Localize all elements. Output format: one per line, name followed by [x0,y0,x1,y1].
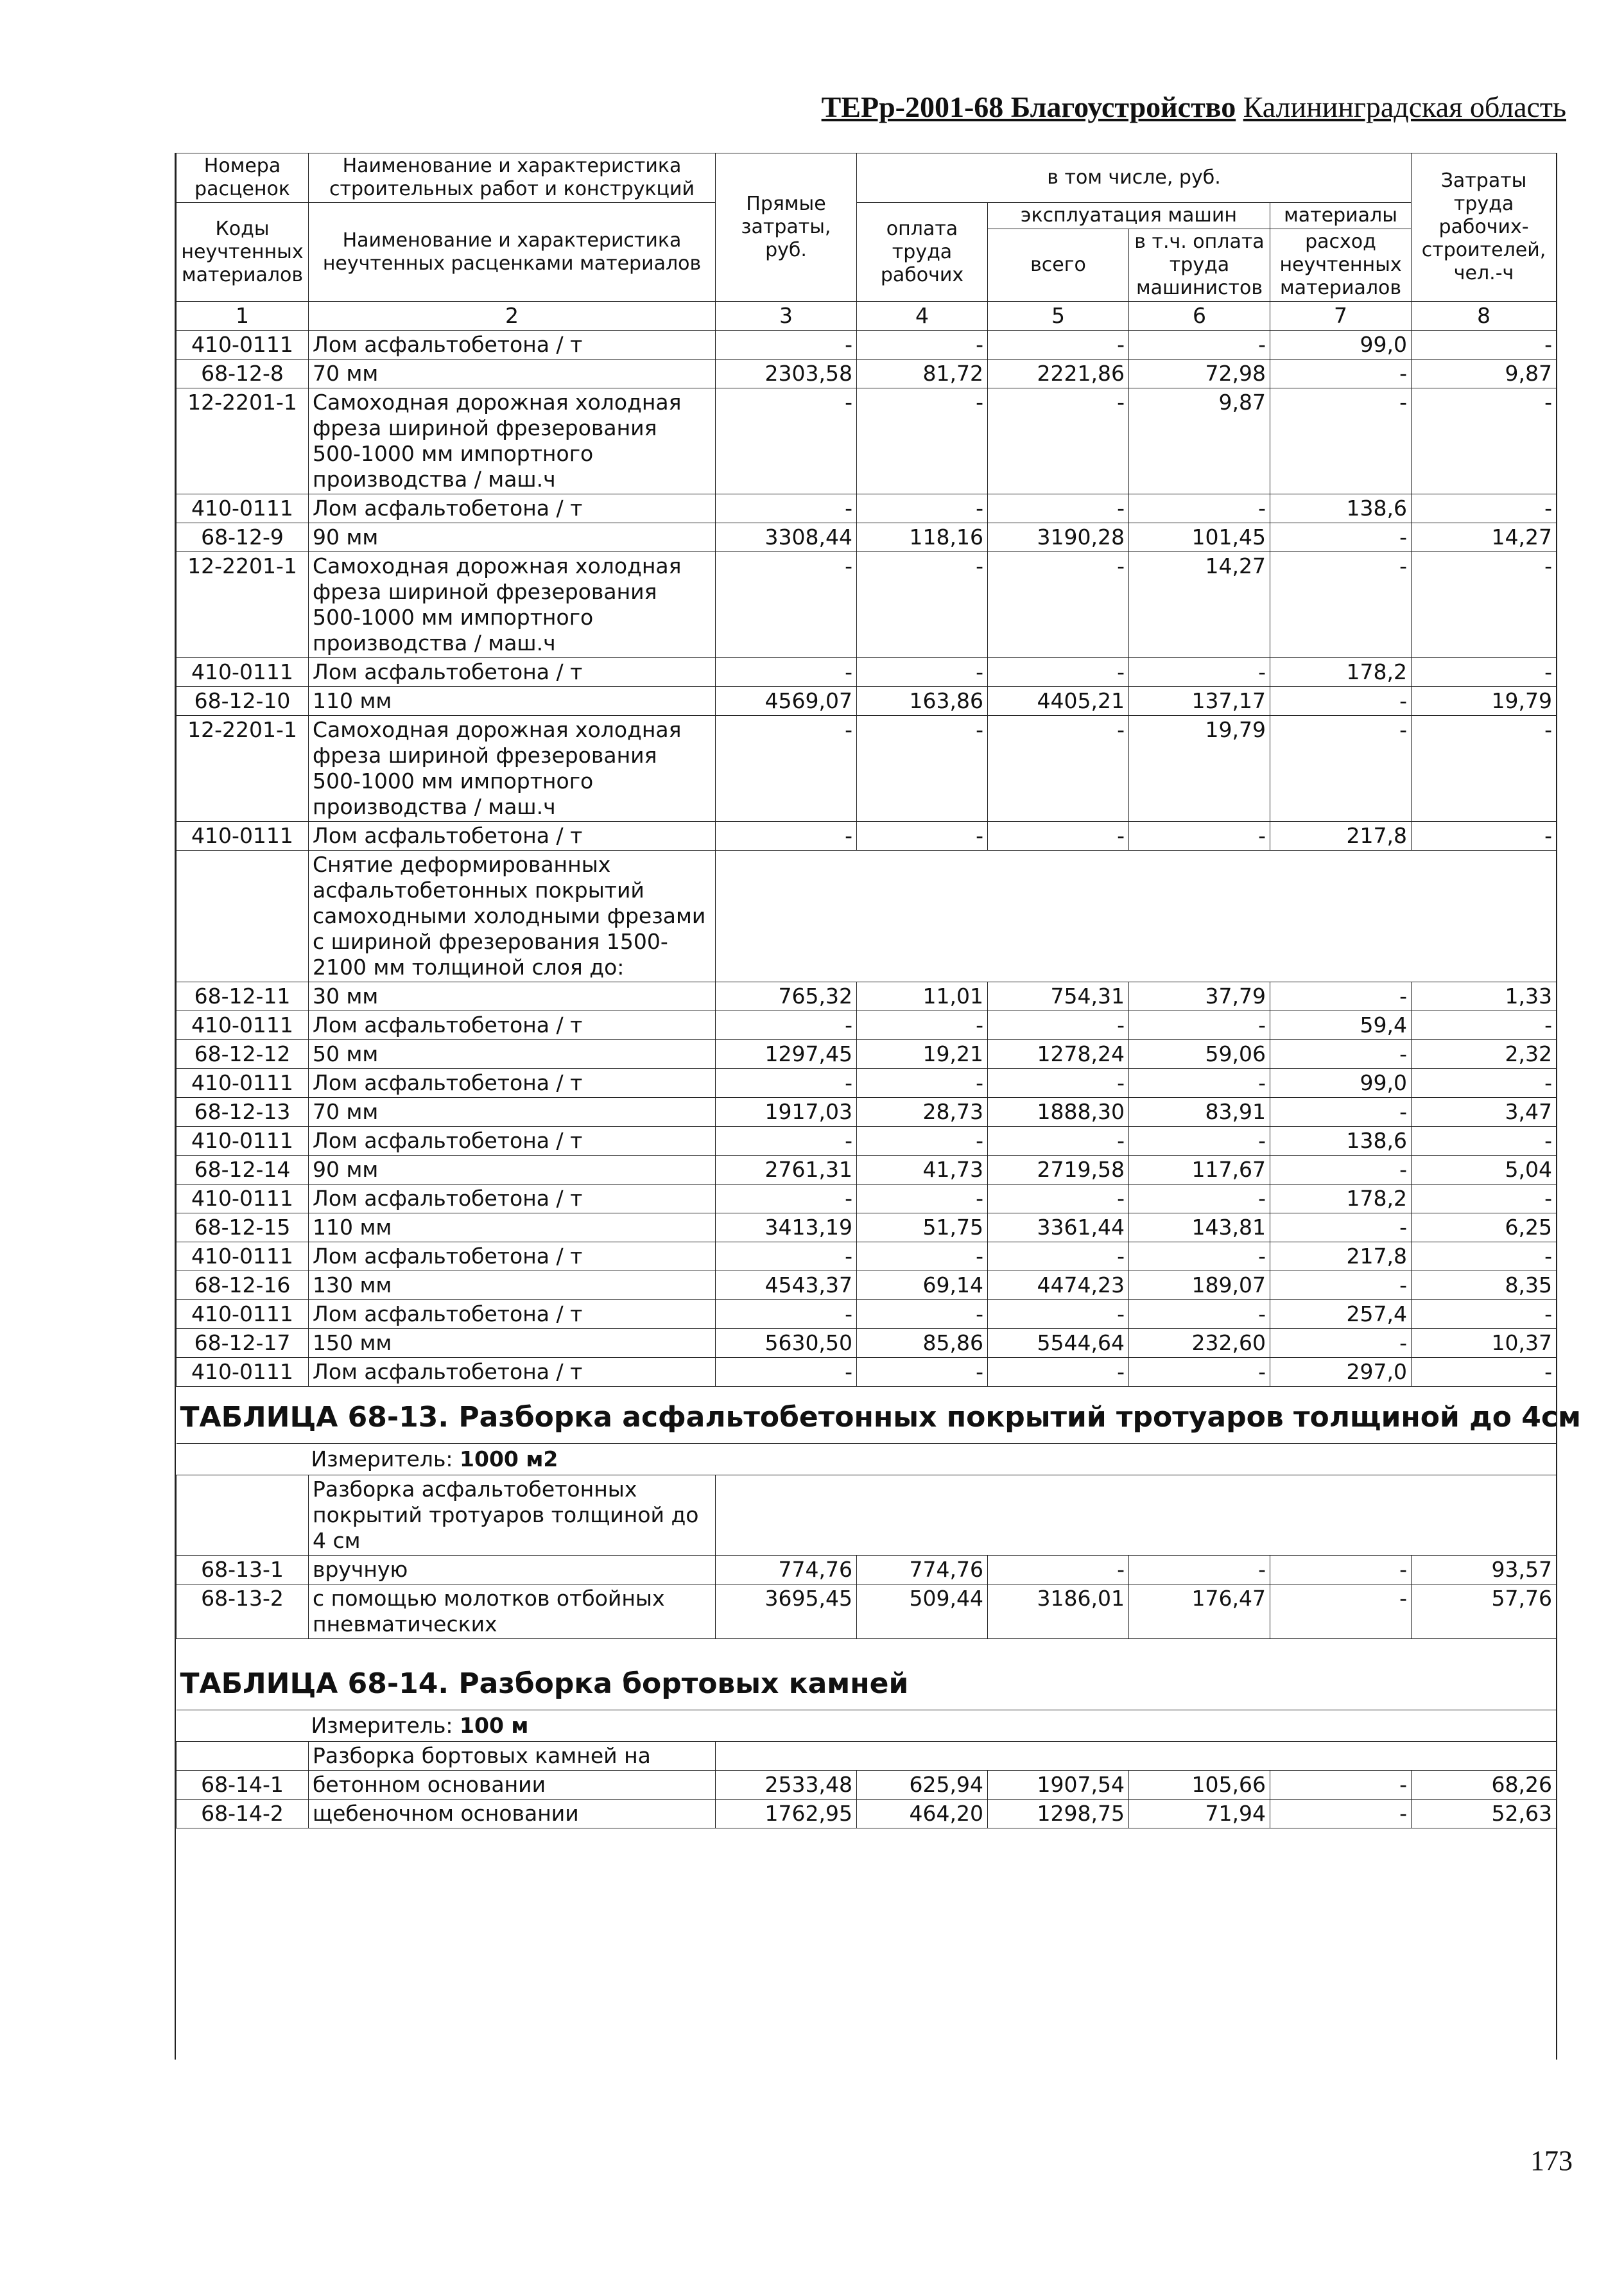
cell-c6: 143,81 [1129,1213,1270,1242]
cell-c8: 5,04 [1412,1156,1557,1185]
cell-c8: - [1412,1358,1557,1387]
table-row [177,388,1557,494]
cell-c7: 178,2 [1270,1185,1412,1213]
table-68-13-unit: 1000 м2 [460,1446,558,1471]
cell-c5: 3186,01 [988,1584,1129,1639]
cell-c6: - [1129,331,1270,360]
cell-c8: - [1412,1300,1557,1329]
table-row [177,716,1557,822]
cell-c8: - [1412,494,1557,523]
cell-c6: 137,17 [1129,687,1270,716]
cell-c4: 51,75 [857,1213,988,1242]
cell-c6: 189,07 [1129,1271,1270,1300]
cell-c7: 297,0 [1270,1358,1412,1387]
cell-c6: - [1129,1358,1270,1387]
cell-c8: 19,79 [1412,687,1557,716]
cell-c4: 774,76 [857,1556,988,1584]
col-oplata: оплата труда рабочих [857,203,988,302]
cell-c6: - [1129,822,1270,851]
cell-c4: 11,01 [857,982,988,1011]
cell-name: 150 мм [309,1329,716,1358]
cell-c5: 2221,86 [988,360,1129,388]
cell-c5: 3361,44 [988,1213,1129,1242]
cell-name: бетонном основании [309,1771,716,1800]
cell-name: 30 мм [309,982,716,1011]
cell-c8: - [1412,1127,1557,1156]
cell-name: Лом асфальтобетона / т [309,1011,716,1040]
cell-c4: 85,86 [857,1329,988,1358]
table-68-14-measure: Измеритель: 100 м [177,1710,1557,1742]
cell-c6: 176,47 [1129,1584,1270,1639]
table-row [177,1584,1557,1639]
cell-code: 68-13-2 [177,1584,309,1639]
cell-c7: 138,6 [1270,1127,1412,1156]
cell-name: 90 мм [309,523,716,552]
table-row [177,1556,1557,1584]
cell-c5: 1907,54 [988,1771,1129,1800]
cell-c8: - [1412,1011,1557,1040]
cell-c6: 117,67 [1129,1156,1270,1185]
cell-c3: 5630,50 [716,1329,857,1358]
cell-c8: 8,35 [1412,1271,1557,1300]
table-68-13-measure: Измеритель: 1000 м2 [177,1444,1557,1475]
col-num: 8 [1412,302,1557,331]
cell-c4: 81,72 [857,360,988,388]
cell-c3: 774,76 [716,1556,857,1584]
cell-name: 90 мм [309,1156,716,1185]
cell-c5: 3190,28 [988,523,1129,552]
cell-name: Лом асфальтобетона / т [309,1185,716,1213]
cell-c6: - [1129,1069,1270,1098]
cell-c8: - [1412,388,1557,494]
cell-c3: - [716,494,857,523]
cell-c7: - [1270,1098,1412,1127]
cell-c6: - [1129,1185,1270,1213]
cell-c8: 9,87 [1412,360,1557,388]
col-vsego: всего [988,229,1129,302]
page-header [745,90,1566,135]
table-row [177,1358,1557,1387]
cell-code: 68-12-10 [177,687,309,716]
cell-c3: 2761,31 [716,1156,857,1185]
col-kody: Коды неучтенных материалов [177,203,309,302]
cell-c8: - [1412,822,1557,851]
cell-c4: 118,16 [857,523,988,552]
cell-c6: - [1129,1556,1270,1584]
cell-c7: - [1270,1271,1412,1300]
cell-c4: 509,44 [857,1584,988,1639]
cell-code: 410-0111 [177,822,309,851]
cell-c6: - [1129,1011,1270,1040]
cell-c8: 6,25 [1412,1213,1557,1242]
cell-c6: - [1129,658,1270,687]
cell-c5: - [988,1556,1129,1584]
cell-c5: - [988,1300,1129,1329]
col-num: 5 [988,302,1129,331]
cell-name: 110 мм [309,687,716,716]
cell-name: Лом асфальтобетона / т [309,1069,716,1098]
cell-c7: - [1270,388,1412,494]
cell-c5: 1888,30 [988,1098,1129,1127]
rates-rows-2 [177,982,1557,1387]
col-num: 4 [857,302,988,331]
cell-c8: - [1412,1242,1557,1271]
cell-name: Лом асфальтобетона / т [309,822,716,851]
cell-code: 68-12-9 [177,523,309,552]
table-68-13-section: Разборка асфальтобетонных покрытий тротуаров толщиной до 4 см [309,1475,716,1556]
section-heading [177,851,1557,982]
cell-c3: 765,32 [716,982,857,1011]
cell-c5: - [988,552,1129,658]
cell-code: 410-0111 [177,1242,309,1271]
table-row [177,1213,1557,1242]
cell-c3: 1762,95 [716,1800,857,1828]
cell-name: Самоходная дорожная холодная фреза шириной фрезерования 500-1000 мм импортного производства / маш.ч [309,716,716,822]
cell-code: 68-12-17 [177,1329,309,1358]
cell-c4: - [857,494,988,523]
cell-c3: - [716,1127,857,1156]
cell-c3: - [716,1011,857,1040]
cell-name: 130 мм [309,1271,716,1300]
cell-c5: 1298,75 [988,1800,1129,1828]
cell-code: 68-14-2 [177,1800,309,1828]
table-68-14 [177,1639,1557,1771]
cell-name: 70 мм [309,360,716,388]
cell-c3: 2533,48 [716,1771,857,1800]
cell-c4: 625,94 [857,1771,988,1800]
cell-c6: 14,27 [1129,552,1270,658]
table-row [177,982,1557,1011]
col-pryamye: Прямые затраты, руб. [716,153,857,302]
cell-c7: 99,0 [1270,331,1412,360]
cell-code: 410-0111 [177,1358,309,1387]
table-row [177,1127,1557,1156]
cell-c8: - [1412,716,1557,822]
header-region: Калининградская область [1243,91,1566,123]
cell-c7: 217,8 [1270,822,1412,851]
cell-code: 68-12-14 [177,1156,309,1185]
cell-c5: - [988,331,1129,360]
cell-c7: 99,0 [1270,1069,1412,1098]
cell-code: 68-12-8 [177,360,309,388]
cell-name: Лом асфальтобетона / т [309,1127,716,1156]
cell-c8: 57,76 [1412,1584,1557,1639]
cell-code: 12-2201-1 [177,388,309,494]
cell-c5: - [988,1011,1129,1040]
cell-code: 68-12-12 [177,1040,309,1069]
cell-c3: - [716,1185,857,1213]
cell-c6: 37,79 [1129,982,1270,1011]
cell-c6: 101,45 [1129,523,1270,552]
cell-c8: 52,63 [1412,1800,1557,1828]
cell-name: вручную [309,1556,716,1584]
cell-c8: 14,27 [1412,523,1557,552]
cell-name: Лом асфальтобетона / т [309,1300,716,1329]
cell-c6: 72,98 [1129,360,1270,388]
col-rashod: расход неучтенных материалов [1270,229,1412,302]
cell-c7: 178,2 [1270,658,1412,687]
col-vtch: в т.ч. оплата труда машинистов [1129,229,1270,302]
table-row [177,1185,1557,1213]
cell-c3: - [716,331,857,360]
cell-c7: - [1270,1584,1412,1639]
table-row [177,1011,1557,1040]
table-row [177,1098,1557,1127]
cell-c5: - [988,1127,1129,1156]
cell-c7: 217,8 [1270,1242,1412,1271]
cell-c7: - [1270,1771,1412,1800]
table-row [177,360,1557,388]
table-row [177,1156,1557,1185]
table-row [177,658,1557,687]
cell-c3: - [716,658,857,687]
cell-c4: - [857,658,988,687]
cell-c4: - [857,716,988,822]
cell-name: Лом асфальтобетона / т [309,331,716,360]
table-row [177,331,1557,360]
cell-c5: - [988,494,1129,523]
cell-c3: 4543,37 [716,1271,857,1300]
cell-c7: - [1270,716,1412,822]
cell-c4: 163,86 [857,687,988,716]
cell-c7: 138,6 [1270,494,1412,523]
cell-c7: - [1270,1213,1412,1242]
cell-c5: 754,31 [988,982,1129,1011]
col-materialy: материалы [1270,203,1412,229]
table-row [177,1300,1557,1329]
cell-c3: 3308,44 [716,523,857,552]
cell-c8: 93,57 [1412,1556,1557,1584]
cell-c5: 1278,24 [988,1040,1129,1069]
cell-c4: - [857,1300,988,1329]
cell-c3: - [716,1300,857,1329]
cell-c4: - [857,1011,988,1040]
cell-c4: - [857,1185,988,1213]
cell-c8: 68,26 [1412,1771,1557,1800]
page-number: 173 [1530,2145,1573,2176]
cell-c4: 41,73 [857,1156,988,1185]
col-num: 7 [1270,302,1412,331]
table-row [177,523,1557,552]
cell-c8: 2,32 [1412,1040,1557,1069]
cell-c7: - [1270,1156,1412,1185]
table-68-14-section: Разборка бортовых камней на [309,1742,716,1771]
cell-code: 12-2201-1 [177,716,309,822]
cell-c3: 1297,45 [716,1040,857,1069]
cell-code: 12-2201-1 [177,552,309,658]
cell-c5: 4474,23 [988,1271,1129,1300]
cell-c8: - [1412,658,1557,687]
cell-name: 110 мм [309,1213,716,1242]
col-zatraty: Затраты труда рабочих-строителей, чел.-ч [1412,153,1557,302]
header-code: ТЕРр-2001-68 Благоустройство [821,91,1236,123]
table-row [177,1242,1557,1271]
cell-c8: - [1412,552,1557,658]
cell-c5: - [988,1358,1129,1387]
cell-c4: 19,21 [857,1040,988,1069]
cell-c4: - [857,331,988,360]
cell-c3: - [716,1069,857,1098]
cell-c6: - [1129,1242,1270,1271]
cell-c7: - [1270,523,1412,552]
col-num: 3 [716,302,857,331]
table-68-14-unit: 100 м [460,1713,529,1738]
cell-c5: - [988,1185,1129,1213]
cell-name: щебеночном основании [309,1800,716,1828]
table-row [177,1040,1557,1069]
col-num: 2 [309,302,716,331]
cell-c5: - [988,388,1129,494]
cell-name: Самоходная дорожная холодная фреза шириной фрезерования 500-1000 мм импортного производства / маш.ч [309,552,716,658]
cell-c6: 105,66 [1129,1771,1270,1800]
cell-c3: 3413,19 [716,1213,857,1242]
col-num: 6 [1129,302,1270,331]
cell-c6: 232,60 [1129,1329,1270,1358]
cell-c4: - [857,388,988,494]
col-vtom: в том числе, руб. [857,153,1412,203]
cell-c4: 69,14 [857,1271,988,1300]
cell-code: 68-14-1 [177,1771,309,1800]
table-row [177,1771,1557,1800]
table-68-13-rows [177,1556,1557,1639]
cell-c8: 1,33 [1412,982,1557,1011]
cell-c7: - [1270,687,1412,716]
cell-code: 68-12-11 [177,982,309,1011]
table-row [177,1329,1557,1358]
cell-name: с помощью молотков отбойных пневматических [309,1584,716,1639]
cell-c4: 28,73 [857,1098,988,1127]
cell-code: 68-12-16 [177,1271,309,1300]
table-row [177,1069,1557,1098]
cell-code: 410-0111 [177,1011,309,1040]
cell-c3: - [716,822,857,851]
cell-name: 50 мм [309,1040,716,1069]
table-row [177,552,1557,658]
cell-c4: - [857,1127,988,1156]
cell-c7: - [1270,1800,1412,1828]
cell-code: 410-0111 [177,1069,309,1098]
cell-c6: - [1129,1300,1270,1329]
cell-c5: - [988,1069,1129,1098]
cell-c4: 464,20 [857,1800,988,1828]
table-row [177,1271,1557,1300]
cell-c5: 4405,21 [988,687,1129,716]
cell-c8: - [1412,1069,1557,1098]
cell-c3: 4569,07 [716,687,857,716]
cell-c7: - [1270,982,1412,1011]
cell-c4: - [857,552,988,658]
cell-c7: - [1270,1040,1412,1069]
cell-name: Лом асфальтобетона / т [309,494,716,523]
cell-c6: - [1129,1127,1270,1156]
cell-c8: 3,47 [1412,1098,1557,1127]
table-68-13-title: ТАБЛИЦА 68-13. Разборка асфальтобетонных покрытий тротуаров толщиной до 4см [177,1387,1557,1444]
cell-code: 68-12-15 [177,1213,309,1242]
cell-c3: - [716,716,857,822]
col-nomera: Номера расценок [177,153,309,203]
cell-c3: - [716,1358,857,1387]
cell-c7: - [1270,360,1412,388]
cell-c5: - [988,822,1129,851]
table-68-14-title: ТАБЛИЦА 68-14. Разборка бортовых камней [177,1639,1557,1710]
cell-c7: 59,4 [1270,1011,1412,1040]
cell-c7: - [1270,1329,1412,1358]
cell-c4: - [857,1242,988,1271]
cell-c6: 9,87 [1129,388,1270,494]
cell-name: Самоходная дорожная холодная фреза шириной фрезерования 500-1000 мм импортного производства / маш.ч [309,388,716,494]
cell-c3: 2303,58 [716,360,857,388]
cell-name: Лом асфальтобетона / т [309,658,716,687]
cell-code: 410-0111 [177,494,309,523]
col-naim1: Наименование и характеристика строительных работ и конструкций [309,153,716,203]
cell-c3: 1917,03 [716,1098,857,1127]
cell-c7: - [1270,1556,1412,1584]
cell-c6: - [1129,494,1270,523]
col-naim2: Наименование и характеристика неучтенных расценками материалов [309,203,716,302]
cell-c6: 59,06 [1129,1040,1270,1069]
rates-rows [177,331,1557,851]
cell-c3: - [716,1242,857,1271]
cell-code: 410-0111 [177,658,309,687]
table-68-13 [177,1387,1581,1556]
cell-name: Лом асфальтобетона / т [309,1358,716,1387]
cell-code: 410-0111 [177,1185,309,1213]
cell-c5: - [988,1242,1129,1271]
cell-code: 68-13-1 [177,1556,309,1584]
cell-c5: - [988,716,1129,822]
table-row [177,1800,1557,1828]
cell-c6: 71,94 [1129,1800,1270,1828]
cell-name: Лом асфальтобетона / т [309,1242,716,1271]
column-numbers-row [177,302,1557,331]
cell-c7: - [1270,552,1412,658]
table-68-14-rows [177,1771,1557,1828]
cell-c3: 3695,45 [716,1584,857,1639]
cell-c5: - [988,658,1129,687]
cell-c3: - [716,552,857,658]
cell-c8: - [1412,331,1557,360]
cell-c4: - [857,1358,988,1387]
cell-c6: 83,91 [1129,1098,1270,1127]
cell-c6: 19,79 [1129,716,1270,822]
cell-c4: - [857,822,988,851]
table-row [177,494,1557,523]
table-row [177,687,1557,716]
rates-table [176,153,1581,1828]
table-row [177,822,1557,851]
cell-code: 410-0111 [177,331,309,360]
cell-code: 410-0111 [177,1300,309,1329]
rates-table-wrapper [175,153,1581,2060]
col-num: 1 [177,302,309,331]
cell-code: 68-12-13 [177,1098,309,1127]
cell-c4: - [857,1069,988,1098]
cell-c8: - [1412,1185,1557,1213]
cell-c7: 257,4 [1270,1300,1412,1329]
col-eksp: эксплуатация машин [988,203,1270,229]
cell-c3: - [716,388,857,494]
cell-code: 410-0111 [177,1127,309,1156]
cell-c5: 5544,64 [988,1329,1129,1358]
section-text: Снятие деформированных асфальтобетонных покрытий самоходными холодными фрезами с шириной фрезерования 1500-2100 мм толщиной слоя до: [309,851,716,982]
cell-c5: 2719,58 [988,1156,1129,1185]
cell-name: 70 мм [309,1098,716,1127]
cell-c8: 10,37 [1412,1329,1557,1358]
